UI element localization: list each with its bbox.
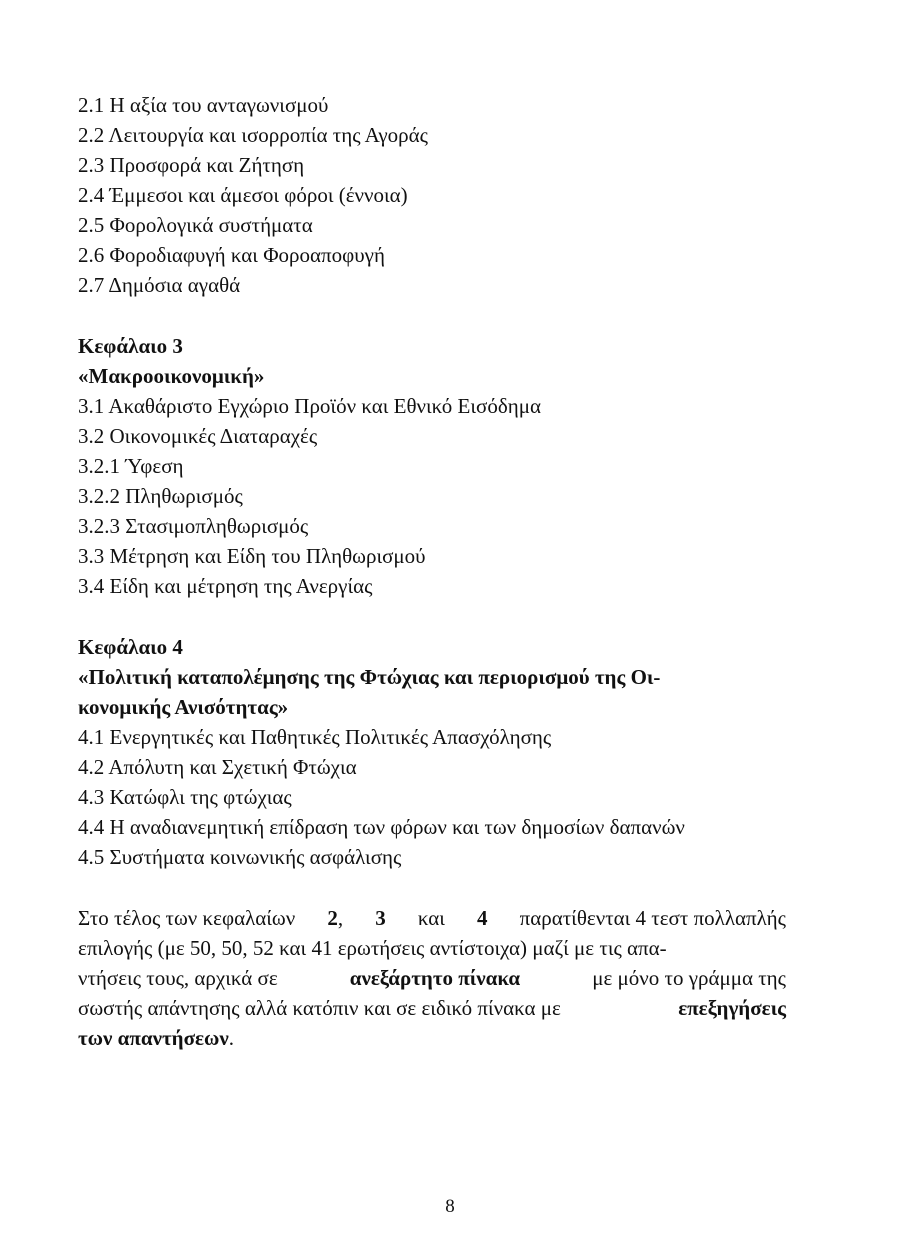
list-item: 3.2.2 Πληθωρισμός [78, 484, 243, 508]
text-span: ντήσεις τους, αρχικά σε [78, 966, 278, 990]
bold-chapter-number: 3 [375, 906, 386, 930]
text-span: επιλογής (με 50, 50, 52 και 41 ερωτήσεις αντίστοιχα) μαζί με τις απα- [78, 936, 667, 960]
list-item: 3.2 Οικονομικές Διαταραχές [78, 424, 318, 448]
text-span [327, 903, 343, 933]
list-item: 2.7 Δημόσια αγαθά [78, 273, 241, 297]
list-item: 4.1 Ενεργητικές και Παθητικές Πολιτικές Απασχόλησης [78, 725, 552, 749]
chapter-heading: Κεφάλαιο 3 [78, 334, 183, 358]
list-item: 4.5 Συστήματα κοινωνικής ασφάλισης [78, 845, 402, 869]
list-item: 4.2 Απόλυτη και Σχετική Φτώχια [78, 755, 357, 779]
paragraph-line [78, 933, 786, 963]
list-item: 4.4 Η αναδιανεμητική επίδραση των φόρων και των δημοσίων δαπανών [78, 815, 685, 839]
paragraph-line [78, 903, 786, 933]
chapter-title: «Μακροοικονομική» [78, 364, 265, 388]
chapter-title [78, 662, 786, 722]
page-number: 8 [445, 1196, 455, 1217]
page-content [78, 90, 786, 1053]
list-item: 2.4 Έμμεσοι και άμεσοι φόροι (έννοια) [78, 183, 408, 207]
text-span: . [228, 1026, 234, 1050]
bold-phrase: ανεξάρτητο πίνακα [349, 966, 521, 990]
chapter4-section [78, 632, 786, 872]
chapter-title-line: «Πολιτική καταπολέμησης της Φτώχιας και περιορισμού της Οι- [78, 665, 661, 689]
list-item: 3.3 Μέτρηση και Είδη του Πληθωρισμού [78, 544, 426, 568]
chapter-heading: Κεφάλαιο 4 [78, 635, 183, 659]
list-item: 2.6 Φοροδιαφυγή και Φοροαποφυγή [78, 243, 385, 267]
text-span: παρατίθενται 4 τεστ πολλαπλής [519, 906, 786, 930]
chapter3-section [78, 331, 786, 601]
bold-phrase: επεξηγήσεις [678, 996, 786, 1020]
paragraph-line [78, 993, 786, 1023]
text-span: και [417, 906, 445, 930]
text-span: σωστής απάντησης αλλά κατόπιν και σε ειδικό πίνακα με [78, 996, 561, 1020]
list-item: 3.4 Είδη και μέτρηση της Ανεργίας [78, 574, 373, 598]
list-item: 2.3 Προσφορά και Ζήτηση [78, 153, 305, 177]
list-item: 2.2 Λειτουργία και ισορροπία της Αγοράς [78, 123, 428, 147]
paragraph-line [78, 963, 786, 993]
list-item: 2.1 Η αξία του ανταγωνισμού [78, 93, 329, 117]
text-span: , [337, 906, 344, 930]
list-item: 2.5 Φορολογικά συστήματα [78, 213, 313, 237]
section2-list [78, 90, 786, 300]
chapter-title-line: κονομικής Ανισότητας» [78, 695, 289, 719]
bold-phrase: των απαντήσεων [78, 1026, 229, 1050]
list-item: 3.2.3 Στασιμοπληθωρισμός [78, 514, 309, 538]
list-item: 3.1 Ακαθάριστο Εγχώριο Προϊόν και Εθνικό Εισόδημα [78, 394, 541, 418]
list-item: 3.2.1 Ύφεση [78, 454, 184, 478]
text-span: με μόνο το γράμμα της [592, 966, 786, 990]
closing-paragraph [78, 903, 786, 1053]
paragraph-line [78, 1023, 786, 1053]
list-item: 4.3 Κατώφλι της φτώχιας [78, 785, 292, 809]
bold-chapter-number: 4 [477, 906, 488, 930]
bold-chapter-number: 2 [327, 906, 338, 930]
text-span: Στο τέλος των κεφαλαίων [78, 906, 296, 930]
